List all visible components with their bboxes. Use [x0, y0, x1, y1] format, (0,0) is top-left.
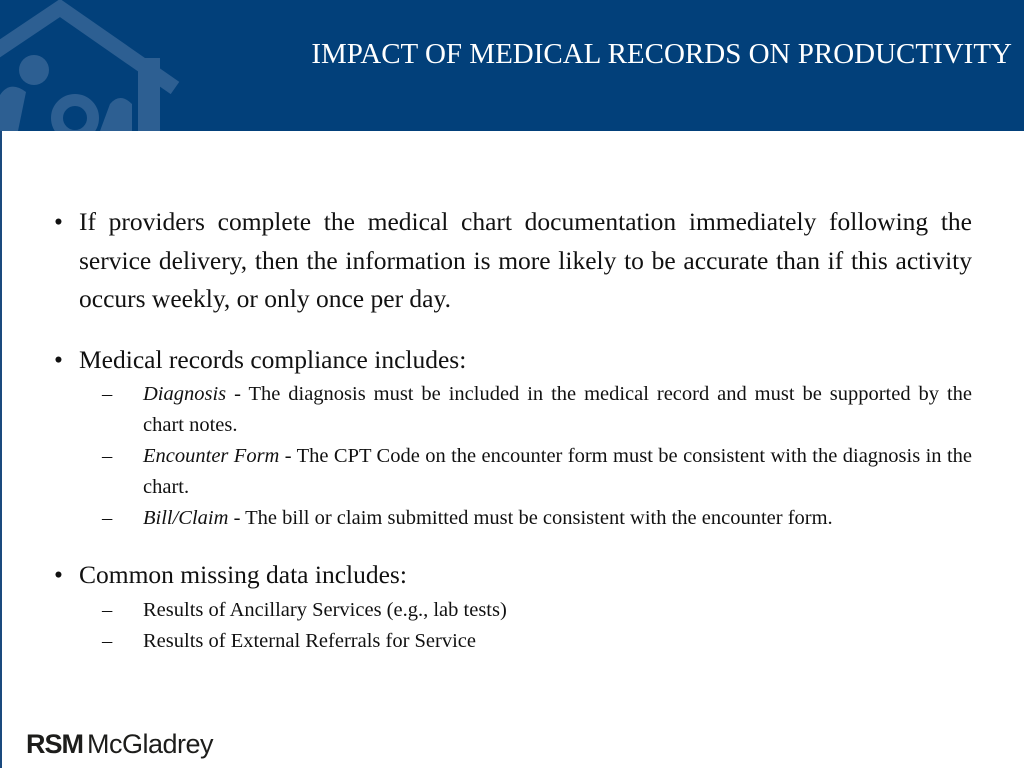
house-people-logo-icon: [0, 0, 180, 131]
sub-dash: –: [102, 629, 113, 652]
sub-dash: –: [102, 383, 113, 405]
sub-dash: –: [102, 598, 113, 621]
sub-dash: –: [102, 445, 113, 467]
bullet-text: Common missing data includes:: [79, 560, 407, 589]
bullet-item: [54, 341, 972, 380]
sub-item: [54, 441, 972, 503]
bullet-text: Medical records compliance includes:: [79, 344, 467, 374]
bullet-item: [54, 203, 972, 319]
logo-rsm: RSM: [26, 728, 83, 759]
left-border: [0, 131, 2, 768]
logo-mcgladrey: McGladrey: [87, 728, 214, 759]
sub-term: Diagnosis: [143, 383, 227, 405]
sub-text: Results of Ancillary Services (e.g., lab tests): [143, 598, 507, 621]
sub-item: [54, 626, 972, 657]
bullet-dot: •: [54, 344, 63, 374]
sub-term: Encounter Form: [143, 445, 280, 467]
bullet-text: If providers complete the medical chart documentation immediately following the service delivery, then the information is more likely to be accurate than if this activity occurs weekly, or only once per day.: [79, 207, 972, 313]
sub-text: - The bill or claim submitted must be consistent with the encounter form.: [228, 507, 833, 529]
sub-item: [54, 595, 972, 626]
sub-item: [54, 503, 972, 534]
sub-text: - The CPT Code on the encounter form must be consistent with the diagnosis in the chart.: [143, 445, 973, 498]
sub-item: [54, 379, 972, 441]
sub-text: - The diagnosis must be included in the medical record and must be supported by the chart notes.: [143, 383, 972, 436]
bullet-dot: •: [54, 207, 63, 236]
bullet-item: [54, 556, 972, 595]
slide-title: IMPACT OF MEDICAL RECORDS ON PRODUCTIVITY: [311, 38, 1012, 70]
sub-term: Bill/Claim: [143, 507, 229, 529]
bullet-dot: •: [54, 560, 63, 589]
slide-body: [54, 203, 972, 657]
sub-dash: –: [102, 507, 113, 529]
slide-header: [0, 0, 1024, 131]
sub-text: Results of External Referrals for Service: [143, 629, 477, 652]
rsm-mcgladrey-logo: [26, 724, 213, 764]
